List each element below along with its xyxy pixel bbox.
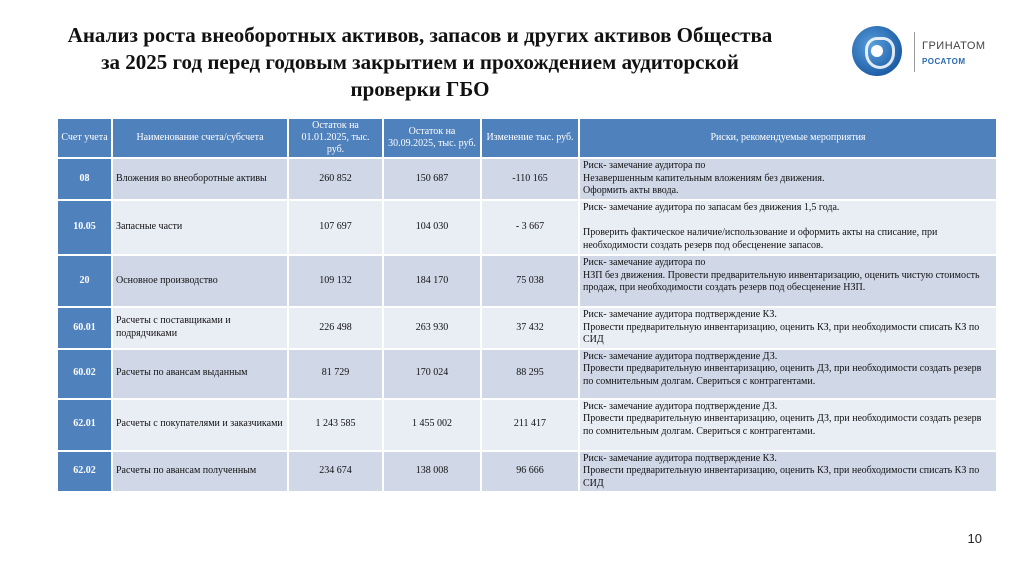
risk-measures: Риск- замечание аудитора подтверждение ДЗ. Провести предварительную инвентаризацию, оценить ДЗ, при необходимости создать резерв по сомнительным долгам. Свериться с контрагентами. [579, 349, 997, 399]
account-code: 08 [57, 158, 112, 200]
table-row [57, 451, 997, 493]
balance-start: 1 243 585 [288, 399, 383, 451]
slide-title: Анализ роста внеоборотных активов, запасов и других активов Общества за 2025 год перед годовым закрытием и прохождением аудиторской проверки ГБО [67, 23, 773, 101]
table-row [57, 307, 997, 349]
account-code: 60.02 [57, 349, 112, 399]
header-account: Счет учета [57, 118, 112, 158]
balance-start: 107 697 [288, 200, 383, 255]
logo [852, 26, 1012, 78]
change-value: 96 666 [481, 451, 579, 493]
balance-end: 1 455 002 [383, 399, 481, 451]
account-name: Основное производство [112, 255, 288, 307]
account-name: Расчеты с поставщиками и подрядчиками [112, 307, 288, 349]
account-name: Расчеты по авансам выданным [112, 349, 288, 399]
logo-divider [914, 32, 915, 72]
header-end: Остаток на 30.09.2025, тыс. руб. [383, 118, 481, 158]
risk-measures: Риск- замечание аудитора подтверждение КЗ. Провести предварительную инвентаризацию, оценить КЗ, при необходимости списать КЗ по СИД [579, 307, 997, 349]
account-code: 62.02 [57, 451, 112, 493]
balance-end: 263 930 [383, 307, 481, 349]
table-row [57, 349, 997, 399]
balance-start: 81 729 [288, 349, 383, 399]
risk-measures: Риск- замечание аудитора подтверждение ДЗ. Провести предварительную инвентаризацию, оценить ДЗ, при необходимости создать резерв по сомнительным долгам. Свериться с контрагентами. [579, 399, 997, 451]
balance-end: 104 030 [383, 200, 481, 255]
change-value: 88 295 [481, 349, 579, 399]
table-row [57, 255, 997, 307]
table-row [57, 399, 997, 451]
header-name: Наименование счета/субсчета [112, 118, 288, 158]
balance-start: 226 498 [288, 307, 383, 349]
risk-measures: Риск- замечание аудитора по НЗП без движения. Провести предварительную инвентаризацию, оценить чистую стоимость продаж, при необходимости создать резерв под обесценение НЗП. [579, 255, 997, 307]
account-code: 20 [57, 255, 112, 307]
header-risks: Риски, рекомендуемые мероприятия [579, 118, 997, 158]
account-name: Расчеты с покупателями и заказчиками [112, 399, 288, 451]
logo-name: ГРИНАТОМ [922, 40, 986, 52]
header-change: Изменение тыс. руб. [481, 118, 579, 158]
risk-measures: Риск- замечание аудитора подтверждение КЗ. Провести предварительную инвентаризацию, оценить КЗ, при необходимости списать КЗ по СИД [579, 451, 997, 493]
risk-measures: Риск- замечание аудитора по запасам без движения 1,5 года. Проверить фактическое наличие/использование и оформить акты на списание, при необходимости создать резерв под обесценение запасов. [579, 200, 997, 255]
header-start: Остаток на 01.01.2025, тыс. руб. [288, 118, 383, 158]
balance-end: 170 024 [383, 349, 481, 399]
page-number: 10 [967, 531, 982, 546]
logo-subname: РОСАТОМ [922, 57, 966, 66]
risk-measures: Риск- замечание аудитора по Незавершенным капительным вложениям без движения. Оформить акты ввода. [579, 158, 997, 200]
change-value: 75 038 [481, 255, 579, 307]
change-value: 211 417 [481, 399, 579, 451]
table-row [57, 200, 997, 255]
account-name: Запасные части [112, 200, 288, 255]
rosatom-logo-icon [852, 26, 902, 76]
change-value: -110 165 [481, 158, 579, 200]
balance-end: 150 687 [383, 158, 481, 200]
table-row [57, 158, 997, 200]
account-code: 10.05 [57, 200, 112, 255]
balance-end: 138 008 [383, 451, 481, 493]
account-name: Расчеты по авансам полученным [112, 451, 288, 493]
balance-start: 234 674 [288, 451, 383, 493]
balance-end: 184 170 [383, 255, 481, 307]
account-code: 60.01 [57, 307, 112, 349]
change-value: 37 432 [481, 307, 579, 349]
balance-start: 109 132 [288, 255, 383, 307]
balance-start: 260 852 [288, 158, 383, 200]
account-code: 62.01 [57, 399, 112, 451]
change-value: - 3 667 [481, 200, 579, 255]
assets-table [56, 117, 998, 493]
account-name: Вложения во внеоборотные активы [112, 158, 288, 200]
table-header [57, 118, 997, 158]
